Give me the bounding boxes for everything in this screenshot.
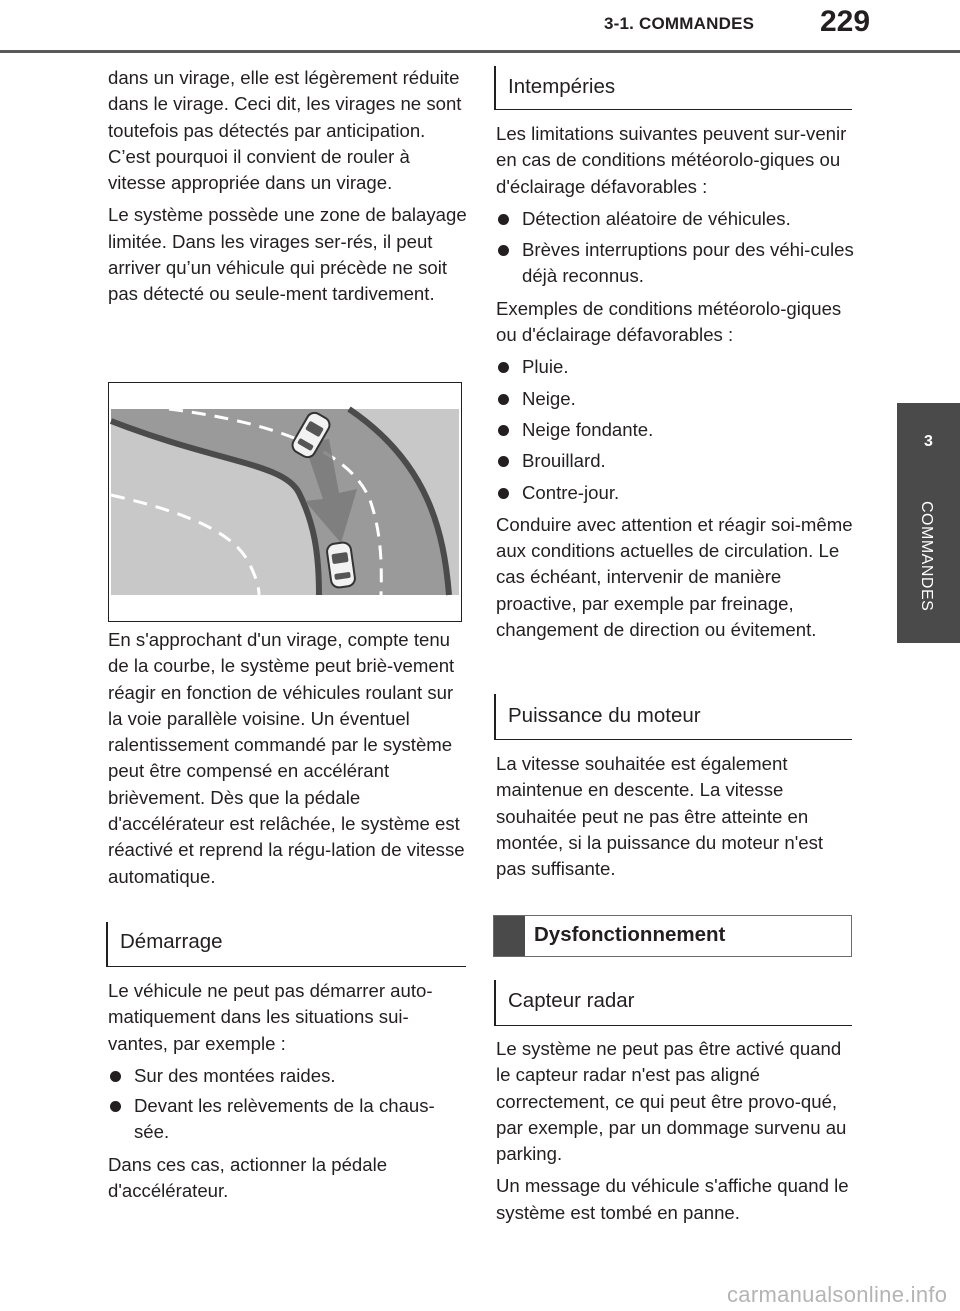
list-item bbox=[496, 386, 856, 412]
list-item-text: Brèves interruptions pour des véhi-cules déjà reconnus. bbox=[522, 239, 854, 287]
list-item-text: Sur des montées raides. bbox=[134, 1064, 336, 1086]
right-paragraph-5: Le système ne peut pas être activé quand le capteur radar n'est pas aligné correctement, ce qui peut être provo-qué, par exemple, par un dommage survenu au parking. bbox=[496, 1038, 847, 1165]
heading-dysfonctionnement bbox=[493, 915, 852, 957]
page-number: 229 bbox=[820, 5, 871, 38]
list-item bbox=[108, 1063, 468, 1089]
left-paragraph-2: Le système possède une zone de balayage limitée. Dans les virages ser-rés, il peut arriver qu’un véhicule qui précède ne soit pas détecté ou seule-ment tardivement. bbox=[108, 204, 467, 305]
left-paragraph-1: dans un virage, elle est légèrement réduite dans le virage. Ceci dit, les virages ne sont toutefois pas détectés par anticipation. C’est pourquoi il convient de rouler à vitesse appropriée dans un virage. bbox=[108, 67, 462, 194]
bullet-icon bbox=[498, 214, 509, 225]
heading-demarrage: Démarrage bbox=[106, 922, 466, 967]
left-intro-block bbox=[108, 65, 468, 308]
right-paragraph-2: Exemples de conditions météorolo-giques ou d'éclairage défavorables : bbox=[496, 297, 842, 346]
curve-road-figure bbox=[109, 383, 461, 621]
bullet-icon bbox=[110, 1071, 121, 1082]
right-capteur-block bbox=[496, 1036, 856, 1226]
list-item bbox=[108, 1093, 468, 1146]
list-item bbox=[496, 448, 856, 474]
list-item-text: Pluie. bbox=[522, 356, 569, 378]
bullet-icon bbox=[498, 456, 509, 467]
bullet-icon bbox=[498, 425, 509, 436]
right-paragraph-1: Les limitations suivantes peuvent sur-venir en cas de conditions météorolo-giques ou d'éclairage défavorables : bbox=[496, 123, 847, 197]
list-item-text: Neige. bbox=[522, 387, 576, 409]
header-section-title: 3-1. COMMANDES bbox=[604, 14, 755, 33]
list-item-text: Contre-jour. bbox=[522, 481, 620, 503]
chapter-number: 3 bbox=[924, 433, 933, 450]
list-item bbox=[496, 354, 856, 380]
list-item bbox=[496, 417, 856, 443]
list-item bbox=[496, 480, 856, 506]
right-puissance-block bbox=[496, 751, 856, 882]
bullet-icon bbox=[110, 1101, 121, 1112]
left-paragraph-5: Dans ces cas, actionner la pédale d'accélérateur. bbox=[108, 1153, 388, 1202]
list-item bbox=[496, 237, 856, 290]
heading-dysfonctionnement-text: Dysfonctionnement bbox=[534, 923, 726, 946]
header-rule bbox=[0, 50, 960, 53]
left-approach-block bbox=[108, 627, 468, 890]
left-paragraph-4: Le véhicule ne peut pas démarrer auto-matiquement dans les situations sui-vantes, par exemple : bbox=[108, 980, 433, 1054]
right-intemperies-block bbox=[496, 121, 856, 643]
list-item bbox=[496, 206, 856, 232]
list-item-text: Détection aléatoire de véhicules. bbox=[522, 207, 791, 229]
chapter-side-tab bbox=[897, 403, 960, 643]
curve-illustration bbox=[108, 382, 462, 622]
bullet-icon bbox=[498, 245, 509, 256]
list-item-text: Brouillard. bbox=[522, 450, 606, 472]
heading-intemperies: Intempéries bbox=[494, 66, 852, 110]
list-item-text: Neige fondante. bbox=[522, 418, 654, 440]
heading-block-marker bbox=[494, 916, 525, 956]
bullet-icon bbox=[498, 394, 509, 405]
right-paragraph-3: Conduire avec attention et réagir soi-même aux conditions actuelles de circulation. Le cas échéant, intervenir de manière proactive, par exemple par freinage, changement de direction ou évitement. bbox=[496, 513, 853, 641]
heading-capteur-radar: Capteur radar bbox=[494, 980, 852, 1026]
list-item-text: Devant les relèvements de la chaus-sée. bbox=[134, 1095, 435, 1143]
right-paragraph-6: Un message du véhicule s'affiche quand le système est tombé en panne. bbox=[496, 1175, 849, 1223]
bullet-icon bbox=[498, 362, 509, 373]
left-demarrage-block bbox=[108, 978, 468, 1204]
heading-puissance-moteur: Puissance du moteur bbox=[494, 694, 852, 740]
left-paragraph-3: En s'approchant d'un virage, compte tenu de la courbe, le système peut briè-vement réagir en fonction de véhicules roulant sur la voie parallèle voisine. Un éventuel ralentissement commandé par le système peut être compensé en accélérant brièvement. Dès que la pédale d'accélérateur est relâchée, le système est réactivé et reprend la régu-lation de vitesse automatique. bbox=[108, 629, 465, 887]
watermark: carmanualsonline.info bbox=[727, 1282, 948, 1307]
bullet-icon bbox=[498, 488, 509, 499]
right-paragraph-4: La vitesse souhaitée est également maintenue en descente. La vitesse souhaitée peut ne pas être atteinte en montée, si la puissance du moteur n'est pas suffisante. bbox=[496, 753, 824, 880]
chapter-label: COMMANDES bbox=[918, 501, 935, 612]
